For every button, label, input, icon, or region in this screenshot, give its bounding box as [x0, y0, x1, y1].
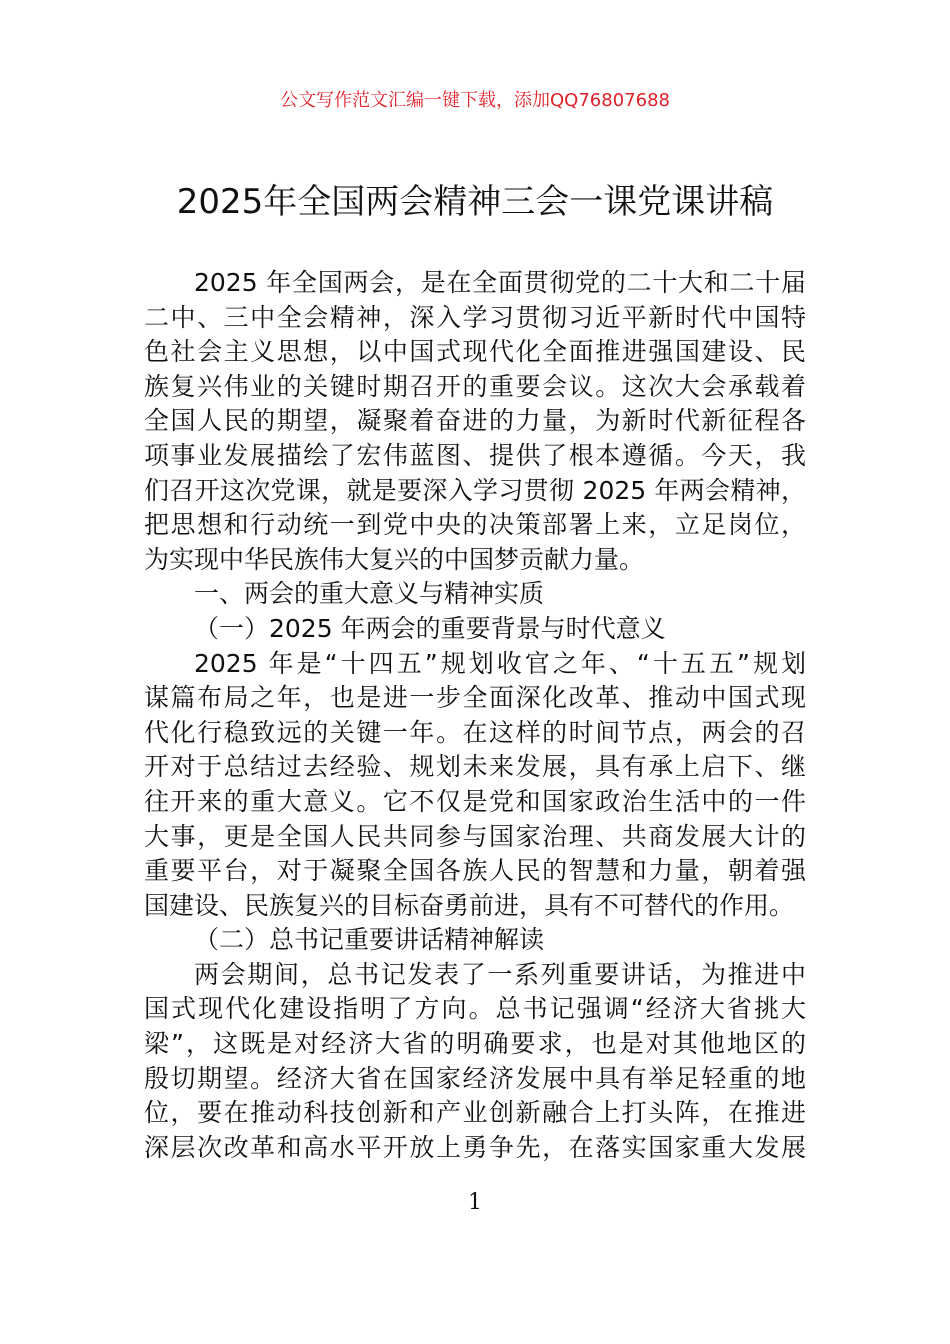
paragraph — [144, 958, 806, 1166]
text-line: 们召开这次党课，就是要深入学习贯彻 2025 年两会精神， — [144, 475, 806, 505]
text-line: 二中、三中全会精神，深入学习贯彻习近平新时代中国特 — [144, 302, 806, 332]
text-line: 深层次改革和高水平开放上勇争先，在落实国家重大发展 — [144, 1132, 806, 1162]
text-line: 开对于总结过去经验、规划未来发展，具有承上启下、继 — [144, 752, 806, 782]
text-line: 重要平台，对于凝聚全国各族人民的智慧和力量，朝着强 — [144, 856, 806, 886]
text-line: 项事业发展描绘了宏伟蓝图、提供了根本遵循。今天，我 — [144, 440, 806, 470]
text-line: 位，要在推动科技创新和产业创新融合上打头阵，在推进 — [144, 1098, 806, 1128]
text-line: 代化行稳致远的关键一年。在这样的时间节点，两会的召 — [144, 717, 806, 747]
document-body — [144, 266, 806, 1165]
section-heading — [144, 923, 806, 958]
section-heading — [144, 612, 806, 647]
text-line: 国式现代化建设指明了方向。总书记强调“经济大省挑大 — [144, 994, 806, 1024]
text-line: 梁”，这既是对经济大省的明确要求，也是对其他地区的 — [144, 1029, 806, 1059]
paragraph — [144, 647, 806, 924]
text-line: 大事，更是全国人民共同参与国家治理、共商发展大计的 — [144, 821, 806, 851]
document-title: 2025年全国两会精神三会一课党课讲稿 — [176, 182, 774, 222]
text-line: 色社会主义思想，以中国式现代化全面推进强国建设、民 — [144, 337, 806, 367]
text-line: 2025 年全国两会，是在全面贯彻党的二十大和二十届 — [194, 268, 806, 297]
paragraph — [144, 266, 806, 577]
text-line: 族复兴伟业的关键时期召开的重要会议。这次大会承载着 — [144, 371, 806, 401]
text-line: （二）总书记重要讲话精神解读 — [194, 925, 545, 955]
text-line: 把思想和行动统一到党中央的决策部署上来，立足岗位， — [144, 510, 806, 540]
text-line: 国建设、民族复兴的目标奋勇前进，具有不可替代的作用。 — [144, 890, 795, 920]
text-line: 谋篇布局之年，也是进一步全面深化改革、推动中国式现 — [144, 683, 806, 713]
text-line: 两会期间，总书记发表了一系列重要讲话，为推进中 — [194, 959, 806, 989]
text-line: 2025 年是“十四五”规划收官之年、“十五五”规划 — [194, 648, 806, 678]
text-line: （一）2025 年两会的重要背景与时代意义 — [194, 613, 666, 643]
text-line: 一、两会的重大意义与精神实质 — [194, 579, 545, 609]
text-line: 全国人民的期望，凝聚着奋进的力量，为新时代新征程各 — [144, 406, 806, 436]
section-heading — [144, 577, 806, 612]
download-notice: 公文写作范文汇编一键下载，添加QQ76807688 — [280, 90, 670, 111]
text-line: 为实现中华民族伟大复兴的中国梦贡献力量。 — [144, 544, 645, 574]
page-number: 1 — [468, 1190, 482, 1215]
text-line: 殷切期望。经济大省在国家经济发展中具有举足轻重的地 — [144, 1063, 806, 1093]
text-line: 往开来的重大意义。它不仅是党和国家政治生活中的一件 — [144, 786, 806, 816]
